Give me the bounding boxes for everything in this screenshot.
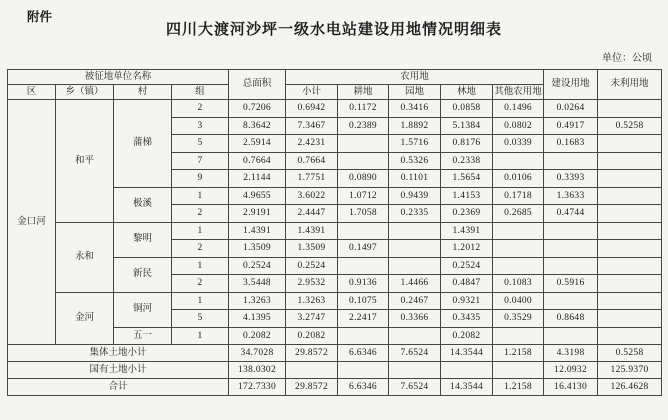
cell-total: 34.7028 xyxy=(229,345,286,362)
cell-other: 0.3529 xyxy=(493,310,544,328)
cell-village: 蒲梯 xyxy=(114,100,172,188)
cell-total: 0.2524 xyxy=(229,257,286,275)
cell-unused xyxy=(598,257,662,275)
cell-unused: 0.5258 xyxy=(598,117,662,135)
cell-subtotal: 3.2747 xyxy=(286,310,338,328)
cell-village: 黎明 xyxy=(114,222,172,257)
cell-group: 2 xyxy=(172,205,229,223)
cell-construction xyxy=(544,327,598,345)
cell-cultivated xyxy=(338,257,389,275)
cell-forest: 0.3435 xyxy=(441,310,493,328)
cell-group: 1 xyxy=(172,257,229,275)
cell-construction xyxy=(544,257,598,275)
cell-total: 0.7664 xyxy=(229,152,286,170)
cell-subtotal: 0.2524 xyxy=(286,257,338,275)
header-row-1 xyxy=(8,70,662,85)
cell-garden: 1.8892 xyxy=(389,117,441,135)
cell-group: 5 xyxy=(172,310,229,328)
cell-subtotal: 0.6942 xyxy=(286,100,338,118)
cell-unused xyxy=(598,170,662,188)
cell-garden xyxy=(389,327,441,345)
cell-cultivated xyxy=(338,362,389,379)
summary-row-state xyxy=(8,362,662,379)
cell-unused xyxy=(598,240,662,258)
cell-forest: 0.2524 xyxy=(441,257,493,275)
cell-unused xyxy=(598,152,662,170)
cell-construction xyxy=(544,152,598,170)
cell-total: 3.5448 xyxy=(229,275,286,293)
cell-cultivated xyxy=(338,327,389,345)
cell-unused xyxy=(598,100,662,118)
cell-unused xyxy=(598,327,662,345)
cell-garden: 7.6524 xyxy=(389,379,441,396)
header-group: 组 xyxy=(172,85,229,100)
cell-garden: 0.1101 xyxy=(389,170,441,188)
cell-subtotal: 2.9532 xyxy=(286,275,338,293)
cell-subtotal: 1.3263 xyxy=(286,292,338,310)
cell-unused: 0.5258 xyxy=(598,345,662,362)
cell-total: 2.5914 xyxy=(229,135,286,153)
cell-other: 1.2158 xyxy=(493,345,544,362)
cell-construction: 0.5916 xyxy=(544,275,598,293)
cell-group: 1 xyxy=(172,292,229,310)
cell-forest: 0.8176 xyxy=(441,135,493,153)
cell-construction: 0.1683 xyxy=(544,135,598,153)
header-unit-group: 被征地单位名称 xyxy=(8,70,229,85)
cell-garden: 0.2335 xyxy=(389,205,441,223)
cell-other xyxy=(493,362,544,379)
cell-forest: 0.2369 xyxy=(441,205,493,223)
cell-cultivated: 6.6346 xyxy=(338,345,389,362)
cell-total: 4.1395 xyxy=(229,310,286,328)
cell-group: 1 xyxy=(172,327,229,345)
summary-row-grand-total xyxy=(8,379,662,396)
cell-total: 2.1144 xyxy=(229,170,286,188)
cell-other xyxy=(493,327,544,345)
cell-group: 3 xyxy=(172,117,229,135)
cell-cultivated: 0.1497 xyxy=(338,240,389,258)
cell-forest: 14.3544 xyxy=(441,345,493,362)
cell-unused xyxy=(598,205,662,223)
cell-group: 7 xyxy=(172,152,229,170)
cell-township: 永和 xyxy=(56,222,114,292)
cell-cultivated: 0.1075 xyxy=(338,292,389,310)
header-other-farmland: 其他农用地 xyxy=(493,85,544,100)
cell-garden xyxy=(389,240,441,258)
cell-forest: 0.9321 xyxy=(441,292,493,310)
cell-cultivated: 1.0712 xyxy=(338,187,389,205)
cell-forest: 1.4153 xyxy=(441,187,493,205)
cell-construction: 0.8648 xyxy=(544,310,598,328)
cell-garden xyxy=(389,362,441,379)
cell-other: 0.0802 xyxy=(493,117,544,135)
header-forest: 林地 xyxy=(441,85,493,100)
cell-cultivated xyxy=(338,152,389,170)
cell-subtotal: 1.4391 xyxy=(286,222,338,240)
cell-forest: 1.5654 xyxy=(441,170,493,188)
attachment-label: 附件 xyxy=(27,10,53,24)
cell-total: 0.7206 xyxy=(229,100,286,118)
cell-unused xyxy=(598,310,662,328)
cell-village: 五一 xyxy=(114,327,172,345)
cell-village: 极溪 xyxy=(114,187,172,222)
summary-row-collective xyxy=(8,345,662,362)
cell-forest: 1.2012 xyxy=(441,240,493,258)
cell-other xyxy=(493,240,544,258)
cell-subtotal xyxy=(286,362,338,379)
cell-other: 1.2158 xyxy=(493,379,544,396)
cell-unused xyxy=(598,275,662,293)
summary-label: 国有土地小计 xyxy=(8,362,229,379)
summary-label: 合计 xyxy=(8,379,229,396)
cell-unused xyxy=(598,187,662,205)
cell-other: 0.2685 xyxy=(493,205,544,223)
header-village: 村 xyxy=(114,85,172,100)
cell-village: 新民 xyxy=(114,257,172,292)
cell-unused xyxy=(598,135,662,153)
cell-subtotal: 2.4447 xyxy=(286,205,338,223)
cell-total: 172.7330 xyxy=(229,379,286,396)
cell-group: 1 xyxy=(172,222,229,240)
header-district: 区 xyxy=(8,85,56,100)
cell-village: 铜河 xyxy=(114,292,172,327)
cell-cultivated xyxy=(338,222,389,240)
cell-other: 0.1718 xyxy=(493,187,544,205)
cell-total: 1.4391 xyxy=(229,222,286,240)
cell-subtotal: 7.3467 xyxy=(286,117,338,135)
cell-unused: 125.9370 xyxy=(598,362,662,379)
cell-garden: 0.5326 xyxy=(389,152,441,170)
cell-total: 8.3642 xyxy=(229,117,286,135)
cell-total: 0.2082 xyxy=(229,327,286,345)
cell-construction: 16.4130 xyxy=(544,379,598,396)
cell-total: 1.3509 xyxy=(229,240,286,258)
cell-construction: 4.3198 xyxy=(544,345,598,362)
cell-forest: 5.1384 xyxy=(441,117,493,135)
cell-forest: 0.0858 xyxy=(441,100,493,118)
header-township: 乡（镇） xyxy=(56,85,114,100)
cell-construction xyxy=(544,222,598,240)
cell-garden: 1.5716 xyxy=(389,135,441,153)
header-cultivated: 耕地 xyxy=(338,85,389,100)
header-farmland: 农用地 xyxy=(286,70,544,85)
cell-total: 1.3263 xyxy=(229,292,286,310)
cell-unused xyxy=(598,292,662,310)
header-garden: 园地 xyxy=(389,85,441,100)
cell-other xyxy=(493,152,544,170)
cell-cultivated xyxy=(338,135,389,153)
cell-other xyxy=(493,222,544,240)
cell-other: 0.0400 xyxy=(493,292,544,310)
cell-cultivated: 1.7058 xyxy=(338,205,389,223)
cell-unused: 126.4628 xyxy=(598,379,662,396)
cell-subtotal: 29.8572 xyxy=(286,379,338,396)
cell-unused xyxy=(598,222,662,240)
cell-garden: 0.3366 xyxy=(389,310,441,328)
cell-construction xyxy=(544,240,598,258)
cell-construction xyxy=(544,292,598,310)
cell-cultivated: 6.6346 xyxy=(338,379,389,396)
cell-total: 4.9655 xyxy=(229,187,286,205)
cell-garden: 7.6524 xyxy=(389,345,441,362)
cell-other: 0.0339 xyxy=(493,135,544,153)
cell-group: 2 xyxy=(172,100,229,118)
cell-district: 金口河 xyxy=(8,100,56,345)
cell-group: 5 xyxy=(172,135,229,153)
cell-forest: 14.3544 xyxy=(441,379,493,396)
cell-group: 1 xyxy=(172,187,229,205)
cell-forest: 1.4391 xyxy=(441,222,493,240)
cell-group: 2 xyxy=(172,240,229,258)
cell-subtotal: 0.7664 xyxy=(286,152,338,170)
cell-garden: 0.2467 xyxy=(389,292,441,310)
cell-construction: 0.3393 xyxy=(544,170,598,188)
cell-subtotal: 2.4231 xyxy=(286,135,338,153)
cell-other xyxy=(493,257,544,275)
cell-cultivated: 0.2389 xyxy=(338,117,389,135)
cell-total: 2.9191 xyxy=(229,205,286,223)
cell-group: 9 xyxy=(172,170,229,188)
cell-cultivated: 0.0890 xyxy=(338,170,389,188)
header-subtotal: 小计 xyxy=(286,85,338,100)
cell-subtotal: 0.2082 xyxy=(286,327,338,345)
cell-group: 2 xyxy=(172,275,229,293)
page-title: 四川大渡河沙坪一级水电站建设用地情况明细表 xyxy=(165,22,502,38)
cell-construction: 1.3633 xyxy=(544,187,598,205)
cell-cultivated: 0.1172 xyxy=(338,100,389,118)
cell-construction: 0.4744 xyxy=(544,205,598,223)
cell-forest xyxy=(441,362,493,379)
cell-cultivated: 0.9136 xyxy=(338,275,389,293)
cell-garden: 0.3416 xyxy=(389,100,441,118)
summary-label: 集体土地小计 xyxy=(8,345,229,362)
header-construction: 建设用地 xyxy=(544,70,598,100)
cell-subtotal: 29.8572 xyxy=(286,345,338,362)
cell-construction: 12.0932 xyxy=(544,362,598,379)
header-unused: 未利用地 xyxy=(598,70,662,100)
cell-subtotal: 3.6022 xyxy=(286,187,338,205)
cell-forest: 0.2338 xyxy=(441,152,493,170)
cell-garden: 1.4466 xyxy=(389,275,441,293)
header-total-area: 总面积 xyxy=(229,70,286,100)
land-use-table xyxy=(7,69,662,396)
cell-forest: 0.4847 xyxy=(441,275,493,293)
cell-other: 0.0106 xyxy=(493,170,544,188)
unit-label: 单位：公顷 xyxy=(602,53,652,64)
cell-township: 金河 xyxy=(56,292,114,345)
cell-township: 和平 xyxy=(56,100,114,223)
table-row xyxy=(8,100,662,118)
cell-garden xyxy=(389,257,441,275)
cell-garden xyxy=(389,222,441,240)
cell-forest: 0.2082 xyxy=(441,327,493,345)
cell-construction: 0.4917 xyxy=(544,117,598,135)
cell-total: 138.0302 xyxy=(229,362,286,379)
cell-other: 0.1496 xyxy=(493,100,544,118)
table-row xyxy=(8,292,662,310)
cell-subtotal: 1.7751 xyxy=(286,170,338,188)
table-row xyxy=(8,222,662,240)
cell-garden: 0.9439 xyxy=(389,187,441,205)
cell-cultivated: 2.2417 xyxy=(338,310,389,328)
cell-other: 0.1083 xyxy=(493,275,544,293)
cell-subtotal: 1.3509 xyxy=(286,240,338,258)
cell-construction: 0.0264 xyxy=(544,100,598,118)
